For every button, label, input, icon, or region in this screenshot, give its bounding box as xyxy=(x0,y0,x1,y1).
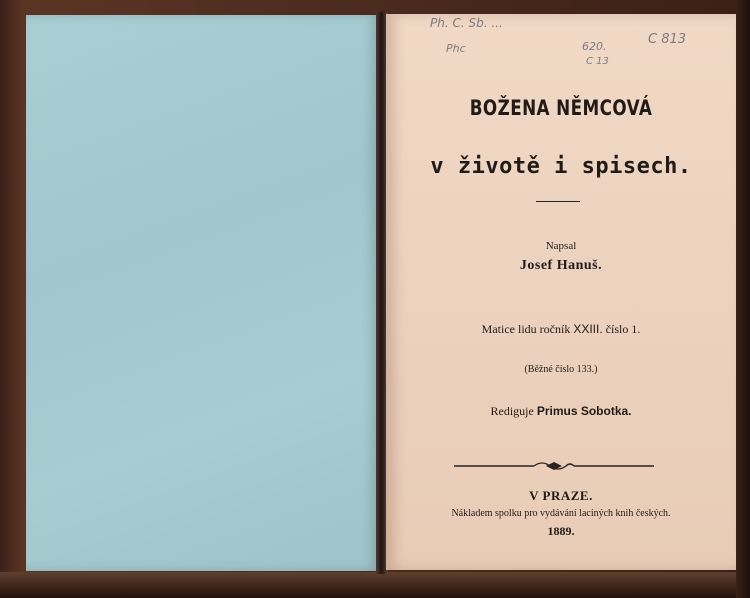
pencil-note-top: Ph. C. Sb. ... xyxy=(430,16,503,30)
running-number: (Běžné číslo 133.) xyxy=(524,364,598,375)
title-divider xyxy=(536,201,580,202)
editor-name: Primus Sobotka. xyxy=(536,404,632,418)
imprint-year: 1889. xyxy=(547,524,575,538)
cover-board-right xyxy=(736,0,750,598)
book-writer: Josef Hanuš. xyxy=(519,258,603,273)
editor-line xyxy=(386,404,736,419)
book-subtitle: v životě i spisech. xyxy=(430,154,692,179)
byline-label: Napsal xyxy=(545,240,577,252)
imprint-city: V PRAZE. xyxy=(529,488,593,503)
cover-board-bottom xyxy=(0,572,750,598)
imprint-publisher: Nákladem spolku pro vydávání laciných knih českých. xyxy=(451,508,671,519)
series-line xyxy=(386,322,736,337)
pencil-corner-mark: C 813 xyxy=(648,32,687,47)
series-prefix: Matice lidu ročník xyxy=(481,322,571,336)
series-volume: XXIII. xyxy=(573,322,603,336)
ornamental-rule xyxy=(454,460,654,472)
blue-endpaper xyxy=(26,15,378,571)
editor-label: Rediguje xyxy=(490,404,534,418)
series-number: číslo 1. xyxy=(605,322,641,336)
title-page xyxy=(386,14,736,570)
pencil-shelf-code: C 13 xyxy=(586,56,609,67)
pencil-note-mid: Phc xyxy=(446,42,466,55)
book-author: BOŽENA NĚMCOVÁ xyxy=(469,96,653,120)
pencil-shelf-number: 620. xyxy=(582,40,607,53)
